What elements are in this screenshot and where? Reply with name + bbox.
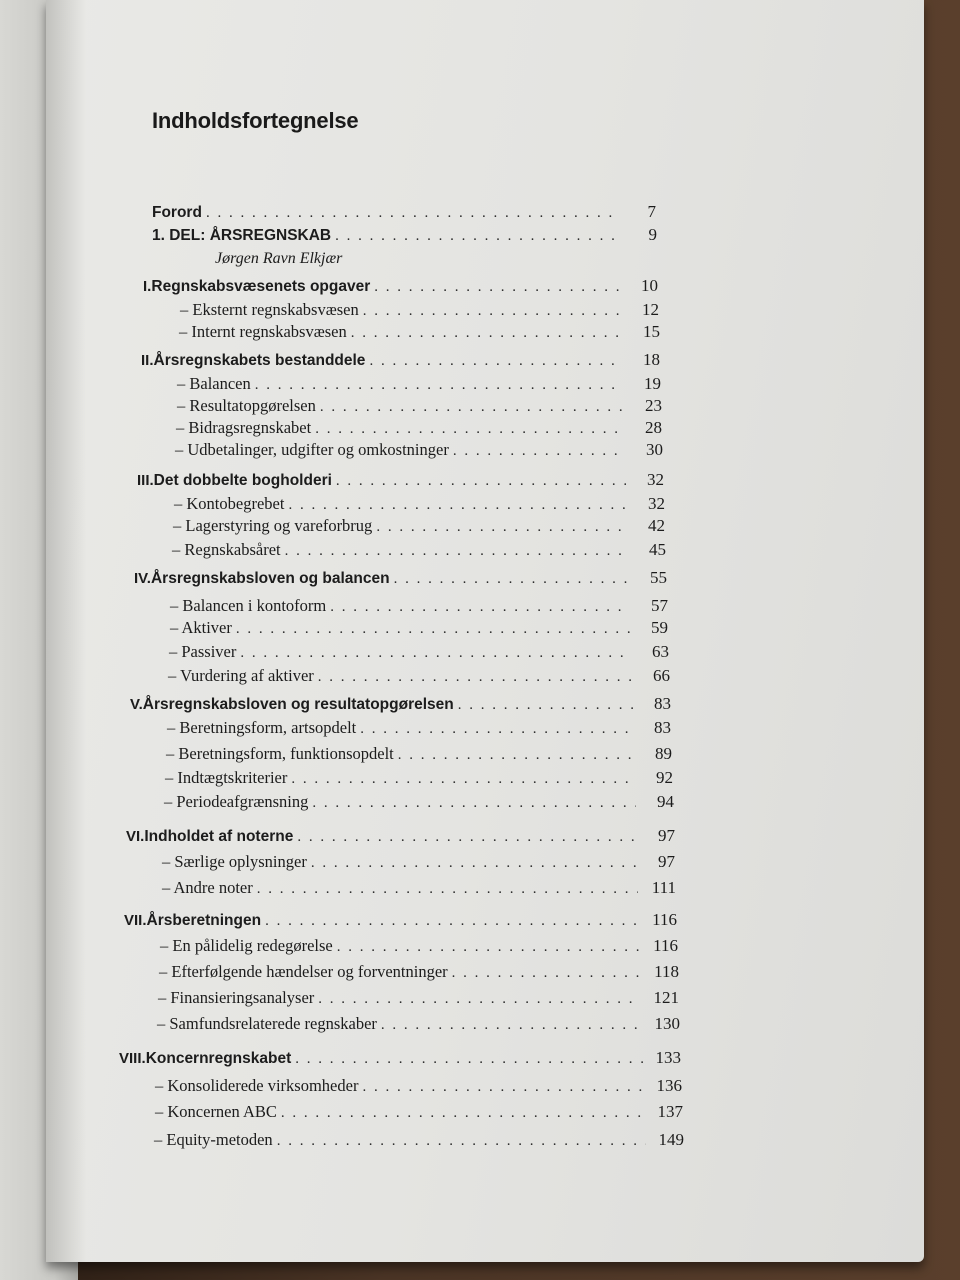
dot-leader [265,913,639,930]
toc-entry [174,494,665,518]
toc-page-number: 32 [648,494,665,513]
toc-entry-label: – Udbetalinger, udgifter og omkostninger [175,440,449,459]
toc-section-number: VIII. [119,1050,146,1067]
toc-page-number: 83 [654,718,671,737]
toc-entry-label: Det dobbelte bogholderi [153,472,332,489]
toc-section-number: I. [143,278,152,295]
dot-leader [288,497,627,514]
toc-page-number: 116 [653,936,678,955]
toc-entry-label: – Beretningsform, funktionsopdelt [166,744,394,763]
toc-entry-label: – Internt regnskabsvæsen [179,322,347,341]
toc-entry-label: Årsregnskabets bestanddele [153,352,366,369]
toc-page-number: 136 [656,1076,682,1095]
toc-entry [170,596,668,620]
dot-leader [257,881,638,898]
toc-page-number: 118 [654,962,679,981]
toc-entry [130,694,671,718]
toc-entry [160,936,678,960]
toc-entry-label: Indholdet af noterne [144,828,294,845]
toc-entry [158,988,679,1012]
dot-leader [281,1105,645,1122]
toc-entry [166,744,672,768]
toc-page-number: 28 [645,418,662,437]
dot-leader [398,747,634,764]
toc-page-number: 7 [647,202,656,221]
toc-entry [168,666,670,690]
toc-page-number: 83 [654,694,671,713]
toc-section-number: VI. [126,828,145,845]
toc-entry-label: – Lagerstyring og vareforbrug [173,516,373,535]
toc-entry-label: – Equity-metoden [154,1130,273,1149]
toc-entry-label: – Passiver [169,642,237,661]
toc-entry-label: – Bidragsregnskabet [176,418,312,437]
dot-leader [376,519,627,536]
toc-page-number: 111 [651,878,676,897]
toc-entry [169,642,669,666]
toc-entry [143,276,658,300]
toc-entry [126,826,675,850]
toc-section-number: VII. [124,912,147,929]
dot-leader [351,325,622,342]
toc-page-number: 94 [657,792,674,811]
toc-entry [154,1130,684,1154]
toc-page-number: 23 [645,396,662,415]
toc-entry-label: – Særlige oplysninger [162,852,307,871]
toc-page-number: 10 [641,276,658,295]
toc-page-number: 19 [644,374,661,393]
toc-page-number: 97 [658,826,675,845]
dot-leader [291,771,635,788]
toc-entry [175,440,663,464]
dot-leader [318,669,632,686]
dot-leader [240,645,631,662]
toc-entry-label: 1. DEL: ÅRSREGNSKAB [152,227,332,244]
toc-page-number: 63 [652,642,669,661]
toc-entry-label: – Eksternt regnskabsvæsen [180,300,359,319]
toc-entry-label: – Samfundsrelaterede regnskaber [157,1014,377,1033]
toc-page-number: 45 [649,540,666,559]
toc-entry-label: – Regnskabsåret [172,540,281,559]
toc-page-number: 89 [655,744,672,763]
toc-page-number: 130 [654,1014,680,1033]
toc-entry-label: – Balancen i kontoform [170,596,327,615]
author-name: Jørgen Ravn Elkjær [215,250,343,267]
toc-entry-label: – Periodeafgrænsning [164,792,309,811]
toc-entry-label: – Finansieringsanalyser [158,988,315,1007]
toc-page-number: 92 [656,768,673,787]
toc-page-number: 121 [653,988,679,1007]
toc-page-number: 12 [642,300,659,319]
toc-page-number: 9 [648,225,657,244]
dot-leader [394,571,629,588]
toc-entry-label: – Indtægtskriterier [165,768,288,787]
dot-leader [360,721,633,738]
toc-page-number: 149 [658,1130,684,1149]
toc-entry [152,202,656,226]
toc-entry [157,1014,680,1038]
toc-entry-label: Årsregnskabsloven og resultatopgørelsen [142,696,454,713]
toc-page-number: 57 [651,596,668,615]
toc-page-number: 66 [653,666,670,685]
dot-leader [335,228,619,245]
dot-leader [315,421,624,438]
toc-page-number: 32 [647,470,664,489]
toc-entry-label: – Konsoliderede virksomheder [155,1076,359,1095]
toc-page-number: 18 [643,350,660,369]
toc-entry-label: – Balancen [177,374,251,393]
dot-leader [320,399,624,416]
toc-entry-label: – Resultatopgørelsen [177,396,316,415]
toc-entry [167,718,671,742]
toc-entry [172,540,666,564]
toc-entry [141,350,660,374]
toc-page-number: 42 [648,516,665,535]
toc-entry-label: – Beretningsform, artsopdelt [167,718,357,737]
toc-page-number: 133 [655,1048,681,1067]
toc-entry [180,300,659,324]
toc-entry [152,225,657,249]
page-gutter-shadow [46,0,86,1262]
toc-page-number: 97 [658,852,675,871]
toc-entry [162,878,676,902]
toc-entry-label: – Koncernen ABC [155,1102,277,1121]
toc-entry-label: Regnskabsvæsenets opgaver [151,278,371,295]
dot-leader [362,1079,644,1096]
toc-page-number: 59 [651,618,668,637]
toc-page-number: 137 [657,1102,683,1121]
dot-leader [453,443,625,460]
toc-entry [124,910,677,934]
dot-leader [452,965,641,982]
dot-leader [285,543,628,560]
dot-leader [295,1051,643,1068]
dot-leader [374,279,620,296]
dot-leader [363,303,621,320]
page-title: Indholdsfortegnelse [152,108,359,133]
toc-page-number: 30 [646,440,663,459]
toc-section-number: IV. [134,570,151,587]
toc-entry [165,768,673,792]
dot-leader [318,991,641,1008]
toc-entry-label: Årsregnskabsloven og balancen [150,570,390,587]
toc-entry [176,418,662,442]
dot-leader [337,939,640,956]
dot-leader [369,353,622,370]
toc-entry-label: – Efterfølgende hændelser og forventninger [159,962,448,981]
toc-entry [134,568,667,592]
dot-leader [206,205,618,222]
dot-leader [312,795,636,812]
toc-entry-label: – Vurdering af aktiver [168,666,314,685]
dot-leader [330,599,630,616]
toc-entry-label: – Andre noter [162,878,253,897]
toc-section-number: III. [137,472,154,489]
toc-page-number: 15 [643,322,660,341]
toc-entry [155,1102,683,1126]
toc-section-number: II. [141,352,154,369]
toc-entry [155,1076,682,1100]
toc-entry [159,962,679,986]
toc-entry-label: – Aktiver [170,618,232,637]
toc-entry-label: Forord [152,204,202,221]
toc-page-number: 55 [650,568,667,587]
dot-leader [458,697,633,714]
toc-entry [119,1048,681,1072]
toc-entry [170,618,668,642]
dot-leader [336,473,626,490]
toc-entry [177,374,661,398]
toc-entry [137,470,664,494]
dot-leader [381,1017,642,1034]
toc-entry-label: Årsberetningen [146,912,262,929]
toc-page-number: 116 [652,910,677,929]
toc-entry [173,516,665,540]
toc-entry-label: – En pålidelig redegørelse [160,936,333,955]
dot-leader [236,621,630,638]
toc-entry [164,792,674,816]
toc-section-number: V. [130,696,143,713]
toc-entry [162,852,675,876]
dot-leader [255,377,623,394]
toc-entry-label: – Kontobegrebet [174,494,285,513]
dot-leader [277,1133,646,1150]
toc-entry [177,396,662,420]
dot-leader [297,829,637,846]
dot-leader [311,855,637,872]
toc-entry-label: Koncernregnskabet [145,1050,292,1067]
toc-entry [179,322,660,346]
